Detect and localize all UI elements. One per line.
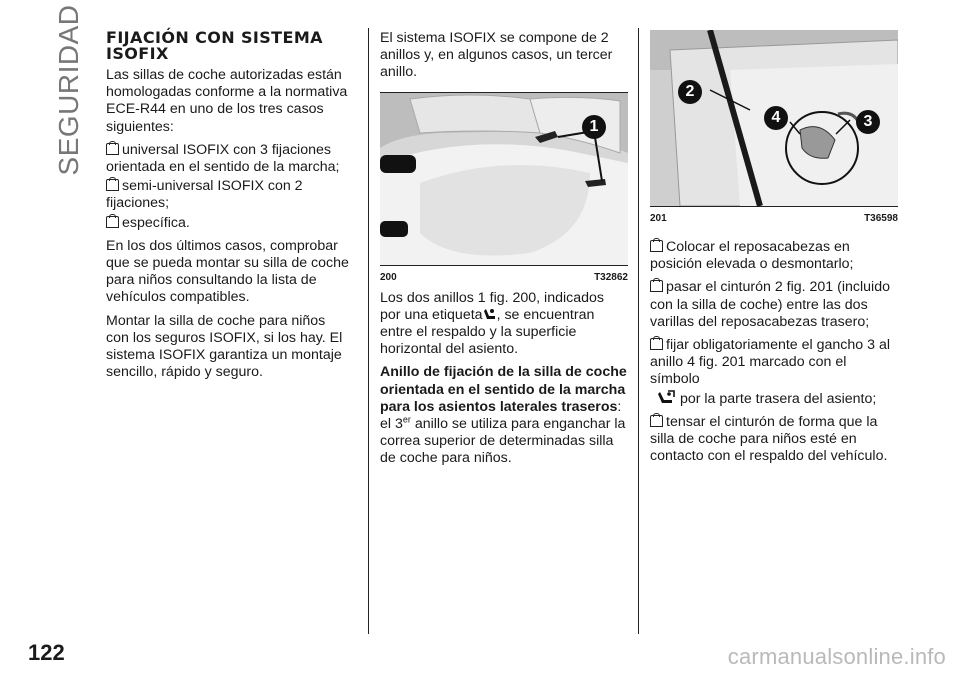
paragraph: El sistema ISOFIX se compone de 2 anillos y, en algunos casos, un tercer anillo.	[380, 30, 613, 81]
figure-201-image	[650, 30, 898, 206]
list-item-continuation: por la parte trasera del asiento;	[650, 389, 898, 408]
bullet-icon	[650, 338, 663, 350]
column-divider	[638, 28, 639, 634]
list-item: específica.	[106, 215, 352, 232]
list-item: pasar el cinturón 2 fig. 201 (incluido con la silla de coche) entre las dos varillas del reposacabezas trasero;	[650, 279, 890, 330]
figure-201	[650, 30, 898, 223]
intro-paragraph: Las sillas de coche autorizadas están homologadas conforme a la normativa ECE-R44 en uno de los tres casos siguientes:	[106, 67, 348, 135]
figure-200	[380, 92, 628, 282]
column-2	[380, 30, 628, 474]
paragraph: Montar la silla de coche para niños con los seguros ISOFIX, si los hay. El sistema ISOFIX garantiza un montaje sencillo, rápido y seguro.	[106, 312, 343, 381]
column-1	[106, 30, 352, 387]
section-side-tab-label: SEGURIDAD	[53, 4, 84, 176]
isofix-child-seat-icon	[483, 307, 497, 321]
section-heading: FIJACIÓN CON SISTEMA ISOFIX	[106, 28, 323, 63]
figure-code: T36598	[864, 213, 898, 224]
bullet-icon	[650, 415, 663, 427]
figure-200-caption	[380, 265, 628, 282]
paragraph: En los dos últimos casos, comprobar que se pueda montar su silla de coche para niños consultando la lista de vehículos compatibles.	[106, 237, 349, 306]
bullet-icon	[650, 280, 663, 292]
list-item: fijar obligatoriamente el gancho 3 al anillo 4 fig. 201 marcado con el símbolo	[650, 337, 890, 388]
section-side-tab	[52, 4, 86, 176]
paragraph: Los dos anillos 1 fig. 200, indicados por una etiqueta , se encuentran entre el respaldo y la superficie horizontal del asiento.	[380, 289, 604, 358]
figure-200-image	[380, 93, 628, 265]
list-item: tensar el cinturón de forma que la silla de coche para niños esté en contacto con el respaldo del vehículo.	[650, 413, 888, 465]
bullet-icon	[106, 143, 119, 155]
figure-number: 200	[380, 271, 397, 283]
paragraph: Anillo de fijación de la silla de coche orientada en el sentido de la marcha para los asientos laterales traseros: el 3er anillo se utiliza para enganchar la correa superior de determinadas silla de coche para niños.	[380, 364, 627, 467]
bullet-icon	[106, 216, 119, 228]
bold-heading: Anillo de fijación de la silla de coche orientada en el sentido de la marcha para los asientos laterales traseros	[380, 364, 627, 415]
list-item: semi-universal ISOFIX con 2 fijaciones;	[106, 178, 303, 212]
top-tether-anchor-icon	[658, 389, 676, 405]
bullet-icon	[650, 240, 663, 252]
column-3	[650, 30, 898, 471]
callout-3: 3	[856, 110, 880, 134]
figure-201-caption	[650, 206, 898, 223]
callout-1: 1	[582, 115, 606, 139]
callout-4: 4	[764, 106, 788, 130]
figure-number: 201	[650, 213, 667, 224]
list-item: universal ISOFIX con 3 fijaciones orientada en el sentido de la marcha;	[106, 141, 340, 176]
column-divider	[368, 28, 369, 634]
page-number: 122	[28, 640, 65, 665]
list-item: Colocar el reposacabezas en posición elevada o desmontarlo;	[650, 239, 854, 273]
watermark: carmanualsonline.info	[727, 644, 946, 669]
bullet-icon	[106, 179, 119, 191]
figure-code: T32862	[594, 271, 628, 283]
callout-2: 2	[678, 80, 702, 104]
